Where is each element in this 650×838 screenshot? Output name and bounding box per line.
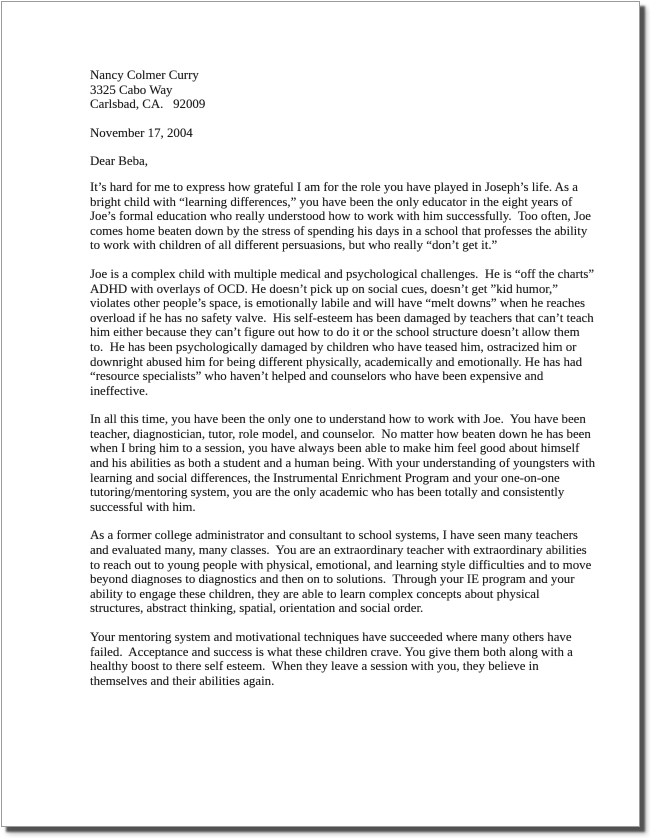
letter-page xyxy=(1,1,640,827)
paragraph-mentoring-system: Your mentoring system and motivational techniques have succeeded where many others have failed. Acceptance and success is what these children crave. You give them both along with a healthy boost to there self esteem. When they leave a session with you, they believe in themselves and their abilities again. xyxy=(90,630,577,688)
letter-content xyxy=(90,68,599,702)
paragraph-joe-challenges: Joe is a complex child with multiple medical and psychological challenges. He is “off the charts” ADHD with overlays of OCD. He doesn’t pick up on social cues, doesn’t get ”kid humor,” violates other people’s space, is emotionally labile and will have “melt downs” when he reaches overload if he has no safety valve. His self-esteem has been damaged by teachers that can’t teach him either because they can’t figure out how to do it or the school structure doesn’t allow them to. He has been psychologically damaged by children who have teased him, ostracized him or downright abused him for being different physically, academically and emotionally. He has had “resource specialists” who haven’t helped and counselors who have been expensive and ineffective. xyxy=(90,266,597,398)
sender-address-block xyxy=(90,68,596,112)
salutation: Dear Beba, xyxy=(90,154,148,169)
paragraph-only-one: In all this time, you have been the only one to understand how to work with Joe. You have been teacher, diagnostician, tutor, role model, and counselor. No matter how beaten down he has been when I bring him to a session, you have always been able to make him feel good about himself and his abilities as both a student and a human being. With your understanding of youngsters with learning and social differences, the Instrumental Enrichment Program and your one-on-one tutoring/mentoring system, you are the only academic who has been totally and consistently successful with him. xyxy=(90,412,599,514)
sender-city-line: Carlsbad, CA. 92009 xyxy=(90,97,206,112)
sender-street: 3325 Cabo Way xyxy=(90,82,173,97)
sender-name: Nancy Colmer Curry xyxy=(90,68,199,82)
paragraph-gratitude: It’s hard for me to express how grateful I am for the role you have played in Joseph’s life. As a bright child with “learning differences,” you have been the only educator in the eight years of Joe’s formal education who really understood how to work with him successfully. Too often, Joe comes home beaten down by the stress of spending his days in a school that professes the ability to work with children of all different persuasions, but who really “don’t get it.” xyxy=(90,179,595,253)
letter-date: November 17, 2004 xyxy=(90,125,193,140)
paragraph-extraordinary-teacher: As a former college administrator and consultant to school systems, I have seen many teachers and evaluated many, many classes. You are an extraordinary teacher with extraordinary abilities to reach out to young people with physical, emotional, and learning style difficulties and to move beyond diagnoses to diagnostics and then on to solutions. Through your IE program and your ability to engage these children, they are able to learn complex concepts about physical structures, abstract thinking, spatial, orientation and social order. xyxy=(90,528,595,616)
